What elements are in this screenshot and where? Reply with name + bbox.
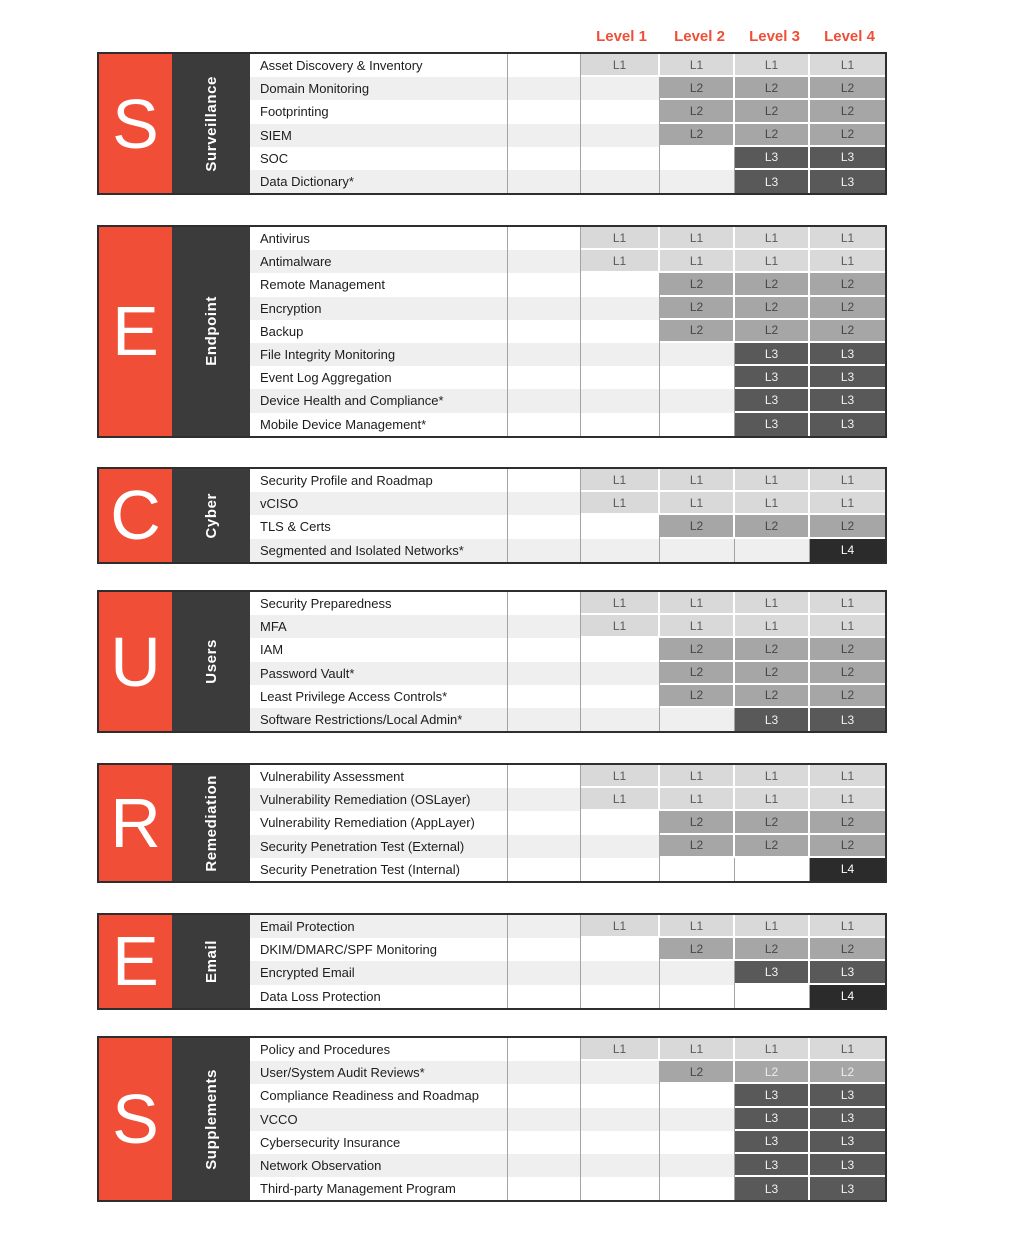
level-cell-4-l1: L1	[810, 788, 885, 811]
service-name: File Integrity Monitoring	[250, 343, 508, 366]
level-cell-2-empty	[660, 389, 735, 412]
service-name: Vulnerability Remediation (OSLayer)	[250, 788, 508, 811]
section-category-label	[172, 915, 250, 1008]
level-cell-1-l1: L1	[581, 1038, 660, 1061]
level-cell-1-empty	[581, 662, 660, 685]
level-cell-2-l1: L1	[660, 788, 735, 811]
level-cell-4-l2: L2	[810, 297, 885, 320]
service-name: Data Dictionary*	[250, 170, 508, 193]
spacer-cell	[508, 492, 581, 515]
spacer-cell	[508, 938, 581, 961]
level-cell-3-l3: L3	[735, 961, 810, 984]
level-cell-2-l1: L1	[660, 54, 735, 77]
level-cell-3-l2: L2	[735, 297, 810, 320]
level-cell-2-l2: L2	[660, 938, 735, 961]
level-cell-1-empty	[581, 811, 660, 834]
level-1-header: Level 1	[596, 28, 647, 45]
service-name: Asset Discovery & Inventory	[250, 54, 508, 77]
category-label-text: Remediation	[202, 774, 220, 872]
section-letter: S	[99, 54, 172, 193]
spacer-cell	[508, 708, 581, 731]
level-cell-3-l1: L1	[735, 615, 810, 638]
level-cell-4-l2: L2	[810, 77, 885, 100]
level-cell-3-l2: L2	[735, 124, 810, 147]
spacer-cell	[508, 615, 581, 638]
level-cell-3-l2: L2	[735, 938, 810, 961]
section-cyber	[97, 467, 887, 564]
level-cell-2-empty	[660, 961, 735, 984]
section-category-label	[172, 227, 250, 436]
level-cell-3-empty	[735, 858, 810, 881]
service-name: Encryption	[250, 297, 508, 320]
service-name: Password Vault*	[250, 662, 508, 685]
level-cell-1-empty	[581, 638, 660, 661]
section-users	[97, 590, 887, 733]
level-cell-2-empty	[660, 708, 735, 731]
spacer-cell	[508, 1108, 581, 1131]
level-cell-2-l2: L2	[660, 685, 735, 708]
level-cell-4-l1: L1	[810, 250, 885, 273]
level-cell-4-l4: L4	[810, 539, 885, 562]
level-cell-3-l1: L1	[735, 765, 810, 788]
level-cell-2-empty	[660, 147, 735, 170]
level-cell-2-l2: L2	[660, 638, 735, 661]
spacer-cell	[508, 100, 581, 123]
level-cell-4-l1: L1	[810, 615, 885, 638]
level-cell-1-l1: L1	[581, 250, 660, 273]
spacer-cell	[508, 1154, 581, 1177]
section-letter: R	[99, 765, 172, 881]
level-column-headers	[581, 27, 887, 47]
service-name: Antivirus	[250, 227, 508, 250]
level-cell-1-empty	[581, 100, 660, 123]
level-cell-2-empty	[660, 170, 735, 193]
service-name: Remote Management	[250, 273, 508, 296]
spacer-cell	[508, 638, 581, 661]
level-cell-4-l3: L3	[810, 961, 885, 984]
level-cell-2-empty	[660, 1154, 735, 1177]
level-cell-2-l1: L1	[660, 469, 735, 492]
level-cell-1-l1: L1	[581, 227, 660, 250]
level-cell-1-empty	[581, 685, 660, 708]
spacer-cell	[508, 961, 581, 984]
level-cell-4-l2: L2	[810, 638, 885, 661]
level-cell-4-l1: L1	[810, 1038, 885, 1061]
level-cell-2-empty	[660, 413, 735, 436]
level-cell-3-l3: L3	[735, 343, 810, 366]
spacer-cell	[508, 592, 581, 615]
level-cell-4-l2: L2	[810, 124, 885, 147]
level-cell-1-empty	[581, 343, 660, 366]
level-cell-1-empty	[581, 320, 660, 343]
spacer-cell	[508, 765, 581, 788]
service-name: SIEM	[250, 124, 508, 147]
category-label-text: Endpoint	[202, 296, 220, 367]
level-cell-4-l2: L2	[810, 811, 885, 834]
level-cell-3-l3: L3	[735, 413, 810, 436]
service-name: Footprinting	[250, 100, 508, 123]
level-cell-1-empty	[581, 77, 660, 100]
level-cell-2-l2: L2	[660, 835, 735, 858]
level-cell-3-l2: L2	[735, 685, 810, 708]
service-name: Policy and Procedures	[250, 1038, 508, 1061]
level-cell-3-l3: L3	[735, 366, 810, 389]
spacer-cell	[508, 147, 581, 170]
level-cell-3-empty	[735, 539, 810, 562]
level-cell-4-l1: L1	[810, 915, 885, 938]
service-name: MFA	[250, 615, 508, 638]
spacer-cell	[508, 1131, 581, 1154]
level-cell-2-empty	[660, 539, 735, 562]
level-cell-3-l1: L1	[735, 1038, 810, 1061]
level-cell-2-l1: L1	[660, 915, 735, 938]
level-3-header: Level 3	[749, 28, 800, 45]
service-name: Data Loss Protection	[250, 985, 508, 1008]
level-cell-3-l2: L2	[735, 662, 810, 685]
level-cell-1-empty	[581, 1061, 660, 1084]
level-cell-2-l2: L2	[660, 515, 735, 538]
spacer-cell	[508, 343, 581, 366]
service-name: Vulnerability Assessment	[250, 765, 508, 788]
service-name: IAM	[250, 638, 508, 661]
service-name: Segmented and Isolated Networks*	[250, 539, 508, 562]
spacer-cell	[508, 662, 581, 685]
level-cell-3-l1: L1	[735, 469, 810, 492]
level-cell-3-l3: L3	[735, 170, 810, 193]
section-email	[97, 913, 887, 1010]
level-cell-1-l1: L1	[581, 469, 660, 492]
spacer-cell	[508, 515, 581, 538]
level-cell-4-l1: L1	[810, 592, 885, 615]
service-name: Software Restrictions/Local Admin*	[250, 708, 508, 731]
service-name: Least Privilege Access Controls*	[250, 685, 508, 708]
level-cell-4-l1: L1	[810, 227, 885, 250]
level-cell-2-l1: L1	[660, 615, 735, 638]
spacer-cell	[508, 788, 581, 811]
level-cell-2-empty	[660, 1108, 735, 1131]
spacer-cell	[508, 273, 581, 296]
level-2-header: Level 2	[674, 28, 725, 45]
level-cell-3-l2: L2	[735, 100, 810, 123]
level-cell-4-l1: L1	[810, 492, 885, 515]
level-cell-1-l1: L1	[581, 915, 660, 938]
level-cell-1-empty	[581, 147, 660, 170]
level-cell-3-l3: L3	[735, 1084, 810, 1107]
spacer-cell	[508, 124, 581, 147]
service-name: VCCO	[250, 1108, 508, 1131]
level-cell-1-l1: L1	[581, 615, 660, 638]
level-cell-1-empty	[581, 413, 660, 436]
level-cell-3-l2: L2	[735, 273, 810, 296]
section-category-label	[172, 54, 250, 193]
level-cell-3-l1: L1	[735, 54, 810, 77]
service-name: Email Protection	[250, 915, 508, 938]
level-cell-3-l2: L2	[735, 835, 810, 858]
level-cell-4-l3: L3	[810, 170, 885, 193]
level-cell-2-empty	[660, 366, 735, 389]
service-name: DKIM/DMARC/SPF Monitoring	[250, 938, 508, 961]
level-cell-4-l4: L4	[810, 858, 885, 881]
section-category-label	[172, 765, 250, 881]
section-category-label	[172, 592, 250, 731]
level-cell-2-empty	[660, 858, 735, 881]
spacer-cell	[508, 170, 581, 193]
level-4-header: Level 4	[824, 28, 875, 45]
service-name: SOC	[250, 147, 508, 170]
service-name: Backup	[250, 320, 508, 343]
level-cell-3-l1: L1	[735, 915, 810, 938]
level-cell-2-l1: L1	[660, 592, 735, 615]
spacer-cell	[508, 366, 581, 389]
level-cell-2-l2: L2	[660, 811, 735, 834]
level-cell-2-empty	[660, 1084, 735, 1107]
level-cell-3-l1: L1	[735, 788, 810, 811]
level-cell-2-empty	[660, 343, 735, 366]
service-name: Security Penetration Test (Internal)	[250, 858, 508, 881]
level-cell-4-l4: L4	[810, 985, 885, 1008]
level-cell-2-l1: L1	[660, 765, 735, 788]
category-label-text: Email	[202, 939, 220, 983]
service-name: Event Log Aggregation	[250, 366, 508, 389]
level-cell-3-l3: L3	[735, 1177, 810, 1200]
level-cell-4-l1: L1	[810, 54, 885, 77]
level-cell-4-l2: L2	[810, 1061, 885, 1084]
level-cell-4-l2: L2	[810, 320, 885, 343]
level-cell-1-empty	[581, 1108, 660, 1131]
level-cell-3-empty	[735, 985, 810, 1008]
level-cell-3-l1: L1	[735, 227, 810, 250]
spacer-cell	[508, 1084, 581, 1107]
service-name: TLS & Certs	[250, 515, 508, 538]
level-cell-1-empty	[581, 273, 660, 296]
category-label-text: Cyber	[202, 492, 220, 539]
section-category-label	[172, 1038, 250, 1200]
spacer-cell	[508, 858, 581, 881]
level-cell-1-empty	[581, 539, 660, 562]
spacer-cell	[508, 915, 581, 938]
section-letter: U	[99, 592, 172, 731]
level-cell-1-empty	[581, 708, 660, 731]
service-name: Network Observation	[250, 1154, 508, 1177]
level-cell-1-l1: L1	[581, 592, 660, 615]
level-cell-1-l1: L1	[581, 492, 660, 515]
section-category-label	[172, 469, 250, 562]
section-letter: E	[99, 915, 172, 1008]
spacer-cell	[508, 1061, 581, 1084]
level-cell-1-empty	[581, 124, 660, 147]
level-cell-2-l2: L2	[660, 100, 735, 123]
service-name: Vulnerability Remediation (AppLayer)	[250, 811, 508, 834]
level-cell-3-l3: L3	[735, 1154, 810, 1177]
level-cell-4-l3: L3	[810, 366, 885, 389]
level-cell-4-l2: L2	[810, 938, 885, 961]
spacer-cell	[508, 539, 581, 562]
level-cell-1-empty	[581, 835, 660, 858]
level-cell-4-l3: L3	[810, 1084, 885, 1107]
level-cell-1-empty	[581, 985, 660, 1008]
spacer-cell	[508, 389, 581, 412]
level-cell-4-l2: L2	[810, 685, 885, 708]
level-cell-3-l2: L2	[735, 638, 810, 661]
category-label-text: Supplements	[202, 1068, 220, 1170]
level-cell-4-l3: L3	[810, 708, 885, 731]
service-name: User/System Audit Reviews*	[250, 1061, 508, 1084]
level-cell-4-l2: L2	[810, 515, 885, 538]
spacer-cell	[508, 469, 581, 492]
level-cell-2-l1: L1	[660, 250, 735, 273]
level-cell-2-l1: L1	[660, 227, 735, 250]
service-name: vCISO	[250, 492, 508, 515]
section-letter: C	[99, 469, 172, 562]
service-name: Mobile Device Management*	[250, 413, 508, 436]
level-cell-2-empty	[660, 985, 735, 1008]
level-cell-3-l3: L3	[735, 708, 810, 731]
level-cell-2-l2: L2	[660, 297, 735, 320]
level-cell-2-l2: L2	[660, 273, 735, 296]
level-cell-2-empty	[660, 1177, 735, 1200]
spacer-cell	[508, 413, 581, 436]
spacer-cell	[508, 320, 581, 343]
level-cell-3-l2: L2	[735, 811, 810, 834]
level-cell-4-l2: L2	[810, 100, 885, 123]
level-cell-2-empty	[660, 1131, 735, 1154]
section-surveillance	[97, 52, 887, 195]
level-cell-1-l1: L1	[581, 54, 660, 77]
spacer-cell	[508, 54, 581, 77]
level-cell-3-l3: L3	[735, 389, 810, 412]
level-cell-3-l2: L2	[735, 1061, 810, 1084]
level-cell-1-empty	[581, 1131, 660, 1154]
service-name: Domain Monitoring	[250, 77, 508, 100]
level-cell-1-empty	[581, 297, 660, 320]
level-cell-4-l3: L3	[810, 1177, 885, 1200]
level-cell-1-empty	[581, 1084, 660, 1107]
level-cell-1-empty	[581, 170, 660, 193]
level-cell-4-l2: L2	[810, 662, 885, 685]
level-cell-4-l2: L2	[810, 835, 885, 858]
level-cell-3-l3: L3	[735, 147, 810, 170]
level-cell-3-l1: L1	[735, 592, 810, 615]
level-cell-3-l2: L2	[735, 515, 810, 538]
level-cell-4-l3: L3	[810, 147, 885, 170]
level-cell-1-empty	[581, 1154, 660, 1177]
level-cell-1-empty	[581, 858, 660, 881]
level-cell-2-l2: L2	[660, 77, 735, 100]
spacer-cell	[508, 77, 581, 100]
level-cell-4-l3: L3	[810, 1131, 885, 1154]
level-cell-2-l2: L2	[660, 662, 735, 685]
level-cell-4-l3: L3	[810, 1154, 885, 1177]
spacer-cell	[508, 685, 581, 708]
level-cell-4-l2: L2	[810, 273, 885, 296]
level-cell-3-l3: L3	[735, 1108, 810, 1131]
section-supplements	[97, 1036, 887, 1202]
section-letter: S	[99, 1038, 172, 1200]
service-name: Device Health and Compliance*	[250, 389, 508, 412]
level-cell-3-l1: L1	[735, 250, 810, 273]
spacer-cell	[508, 227, 581, 250]
spacer-cell	[508, 811, 581, 834]
spacer-cell	[508, 835, 581, 858]
spacer-cell	[508, 297, 581, 320]
level-cell-1-empty	[581, 961, 660, 984]
section-letter: E	[99, 227, 172, 436]
section-remediation	[97, 763, 887, 883]
level-cell-1-l1: L1	[581, 788, 660, 811]
service-name: Security Penetration Test (External)	[250, 835, 508, 858]
spacer-cell	[508, 1038, 581, 1061]
service-name: Cybersecurity Insurance	[250, 1131, 508, 1154]
service-name: Antimalware	[250, 250, 508, 273]
level-cell-3-l2: L2	[735, 320, 810, 343]
level-cell-2-l1: L1	[660, 492, 735, 515]
service-name: Third-party Management Program	[250, 1177, 508, 1200]
service-name: Security Preparedness	[250, 592, 508, 615]
level-cell-4-l3: L3	[810, 413, 885, 436]
level-cell-4-l1: L1	[810, 469, 885, 492]
service-name: Security Profile and Roadmap	[250, 469, 508, 492]
category-label-text: Surveillance	[202, 75, 220, 172]
level-cell-2-l2: L2	[660, 124, 735, 147]
spacer-cell	[508, 1177, 581, 1200]
level-cell-2-l2: L2	[660, 320, 735, 343]
service-name: Compliance Readiness and Roadmap	[250, 1084, 508, 1107]
level-cell-3-l1: L1	[735, 492, 810, 515]
level-cell-2-l2: L2	[660, 1061, 735, 1084]
level-cell-3-l3: L3	[735, 1131, 810, 1154]
level-cell-1-l1: L1	[581, 765, 660, 788]
service-name: Encrypted Email	[250, 961, 508, 984]
level-cell-4-l3: L3	[810, 343, 885, 366]
level-cell-4-l3: L3	[810, 389, 885, 412]
level-cell-1-empty	[581, 938, 660, 961]
level-cell-2-l1: L1	[660, 1038, 735, 1061]
section-endpoint	[97, 225, 887, 438]
level-cell-1-empty	[581, 515, 660, 538]
category-label-text: Users	[202, 639, 220, 684]
level-cell-3-l2: L2	[735, 77, 810, 100]
level-cell-4-l1: L1	[810, 765, 885, 788]
level-cell-1-empty	[581, 1177, 660, 1200]
level-cell-1-empty	[581, 389, 660, 412]
spacer-cell	[508, 250, 581, 273]
level-cell-1-empty	[581, 366, 660, 389]
spacer-cell	[508, 985, 581, 1008]
level-cell-4-l3: L3	[810, 1108, 885, 1131]
